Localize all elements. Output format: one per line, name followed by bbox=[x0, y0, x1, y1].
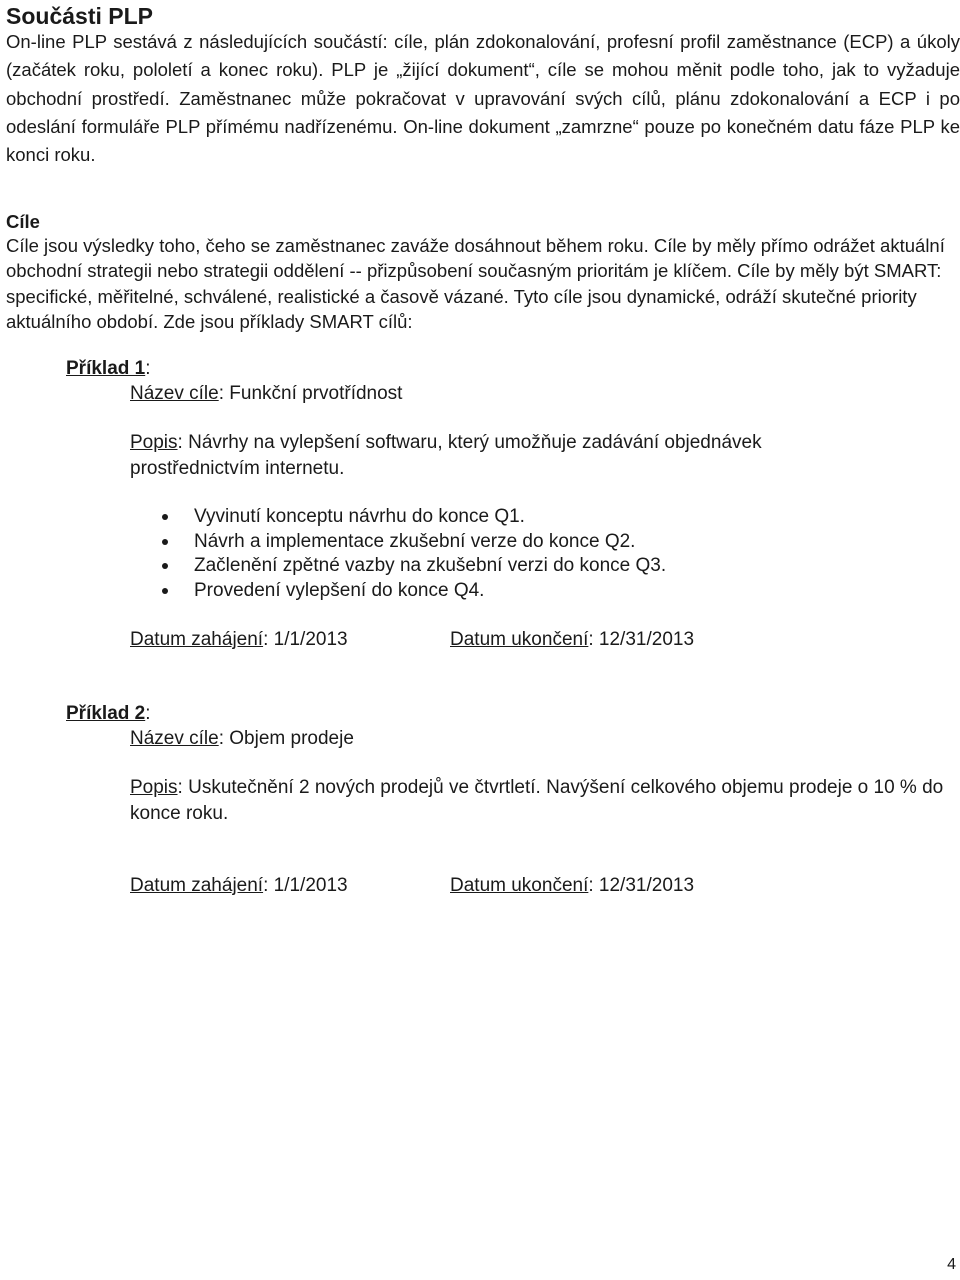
end-date: Datum ukončení: 12/31/2013 bbox=[450, 629, 695, 650]
bullet-icon bbox=[162, 588, 168, 594]
description-label: Popis bbox=[130, 432, 178, 453]
example-2-heading: Příklad 2: bbox=[66, 703, 151, 724]
example-2-label: Příklad 2 bbox=[66, 703, 146, 724]
goal-name-value: Funkční prvotřídnost bbox=[229, 383, 403, 404]
intro-paragraph: On-line PLP sestává z následujících součástí: cíle, plán zdokonalování, profesní profil zaměstnance (ECP) a úkoly (začátek roku, pololetí a konec roku). PLP je „žijící dokument“, cíle se mohou měnit podle toho, jak to vyžaduje obchodní prostředí. Zaměstnanec může pokračovat v upravování svých cílů, plánu zdokonalování a ECP i po odeslání formuláře PLP přímému nadřízenému. On-line dokument „zamrzne“ pouze po konečném datu fáze PLP ke konci roku. bbox=[6, 31, 960, 166]
description-value: Uskutečnění 2 nových prodejů ve čtvrtletí. Navýšení celkového objemu prodeje o 10 % do konce roku. bbox=[130, 777, 944, 824]
example-2-description: Popis: Uskutečnění 2 nových prodejů ve čtvrtletí. Navýšení celkového objemu prodeje o 10 % do konce roku. bbox=[130, 777, 944, 824]
start-date: Datum zahájení: 1/1/2013 bbox=[130, 875, 348, 896]
example-1-heading: Příklad 1: bbox=[66, 358, 151, 379]
list-item: Provedení vylepšení do konce Q4. bbox=[130, 579, 666, 604]
page-number: 4 bbox=[947, 1256, 956, 1273]
goal-name-label: Název cíle bbox=[130, 383, 219, 404]
end-date: Datum ukončení: 12/31/2013 bbox=[450, 875, 695, 896]
description-value: Návrhy na vylepšení softwaru, který umožňuje zadávání objednávek prostřednictvím internetu. bbox=[130, 432, 762, 479]
description-label: Popis bbox=[130, 777, 178, 798]
start-date: Datum zahájení: 1/1/2013 bbox=[130, 629, 348, 650]
bullet-icon bbox=[162, 514, 168, 520]
example-1-milestones bbox=[130, 505, 666, 603]
bullet-icon bbox=[162, 563, 168, 569]
page-title: Součásti PLP bbox=[6, 3, 153, 29]
list-item: Začlenění zpětné vazby na zkušební verzi do konce Q3. bbox=[130, 554, 666, 579]
example-2-goal-name: Název cíle: Objem prodeje bbox=[130, 728, 354, 749]
list-item: Návrh a implementace zkušební verze do konce Q2. bbox=[130, 530, 666, 555]
bullet-icon bbox=[162, 539, 168, 545]
section-heading-cile: Cíle bbox=[6, 211, 40, 232]
example-1-label: Příklad 1 bbox=[66, 358, 146, 379]
example-1-description: Popis: Návrhy na vylepšení softwaru, který umožňuje zadávání objednávek prostřednictvím internetu. bbox=[130, 432, 762, 479]
goal-name-label: Název cíle bbox=[130, 728, 219, 749]
example-1-dates bbox=[130, 627, 695, 653]
goal-name-value: Objem prodeje bbox=[229, 728, 354, 749]
list-item: Vyvinutí konceptu návrhu do konce Q1. bbox=[130, 505, 666, 530]
example-2-dates bbox=[130, 873, 695, 899]
section-paragraph-cile: Cíle jsou výsledky toho, čeho se zaměstnanec zaváže dosáhnout během roku. Cíle by měly přímo odrážet aktuální obchodní strategii nebo strategii oddělení -- přizpůsobení současným prioritám je klíčem. Cíle by měly být SMART: specifické, měřitelné, schválené, realistické a časově vázané. Tyto cíle jsou dynamické, odráží skutečné priority aktuálního období. Zde jsou příklady SMART cílů: bbox=[6, 235, 945, 332]
example-1-goal-name: Název cíle: Funkční prvotřídnost bbox=[130, 383, 403, 404]
